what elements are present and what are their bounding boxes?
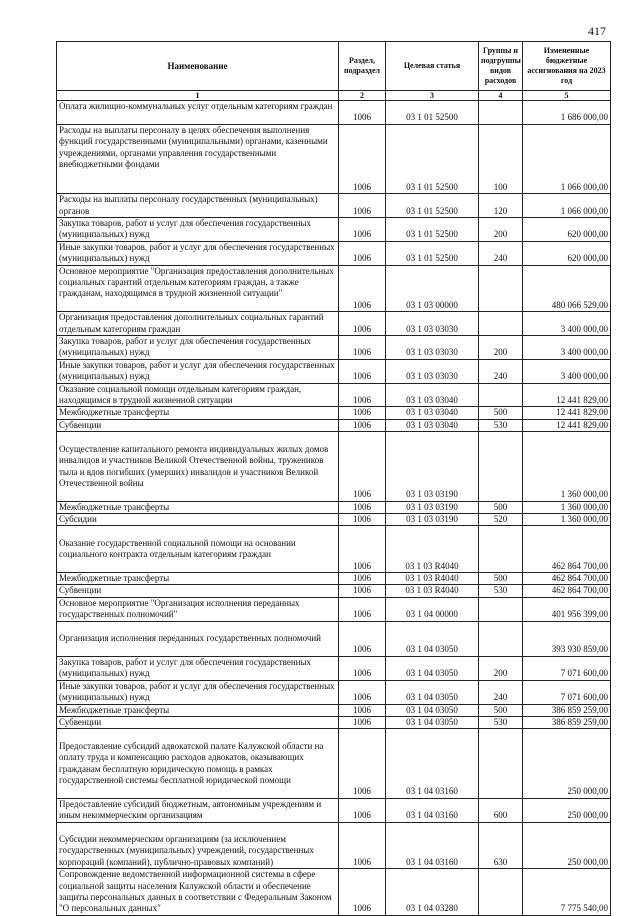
row-section: 1006 xyxy=(339,597,386,621)
row-target: 03 1 03 03030 xyxy=(386,336,479,360)
row-amount: 7 071 600,00 xyxy=(523,680,611,704)
row-name xyxy=(57,822,339,869)
table-row xyxy=(57,716,611,728)
row-target: 03 1 03 R4040 xyxy=(386,585,479,597)
row-name: Оплата жилищно-коммунальных услуг отдельным категориям граждан xyxy=(57,101,339,125)
row-group: 530 xyxy=(479,716,523,728)
row-target: 03 1 04 03280 xyxy=(386,869,479,916)
row-name: Иные закупки товаров, работ и услуг для обеспечения государственных (муниципальных) нужд xyxy=(57,241,339,265)
table-row xyxy=(57,359,611,383)
row-amount: 462 864 700,00 xyxy=(523,526,611,573)
row-group xyxy=(479,312,523,336)
row-section: 1006 xyxy=(339,265,386,312)
row-amount: 462 864 700,00 xyxy=(523,573,611,585)
row-amount: 7 775 540,00 xyxy=(523,869,611,916)
row-name: Организация предоставления дополнительных социальных гарантий отдельным категориям граждан xyxy=(57,312,339,336)
table-row xyxy=(57,501,611,513)
page-number: 417 xyxy=(588,24,606,38)
row-target: 03 1 03 03030 xyxy=(386,312,479,336)
row-group: 500 xyxy=(479,573,523,585)
table-row xyxy=(57,407,611,419)
row-group xyxy=(479,101,523,125)
row-amount: 401 956 399,00 xyxy=(523,597,611,621)
row-section: 1006 xyxy=(339,621,386,656)
row-target: 03 1 03 03040 xyxy=(386,383,479,407)
row-name: Субвенции xyxy=(57,419,339,431)
row-section: 1006 xyxy=(339,336,386,360)
row-section: 1006 xyxy=(339,194,386,218)
table-row xyxy=(57,822,611,869)
row-group: 240 xyxy=(479,680,523,704)
row-target: 03 1 04 03050 xyxy=(386,680,479,704)
row-target: 03 1 04 03160 xyxy=(386,798,479,822)
row-group xyxy=(479,526,523,573)
row-section: 1006 xyxy=(339,822,386,869)
header-section: Раздел, подраздел xyxy=(339,42,386,91)
row-name: Расходы на выплаты персоналу в целях обеспечения выполнения функций государственными (муниципальными) органами, казенными учреждениями, органами управления государственными внебюджетными фондами xyxy=(57,124,339,193)
table-row xyxy=(57,432,611,501)
row-amount: 3 400 000,00 xyxy=(523,359,611,383)
row-amount: 3 400 000,00 xyxy=(523,336,611,360)
row-group: 500 xyxy=(479,407,523,419)
row-name-text: Предоставление субсидий адвокатской палате Калужской области на оплату труда и компенсацию расходов адвокатов, оказывающих гражданам бесплатную юридическую помощь в рамках государственной системы бесплатной юридической помощи xyxy=(59,740,324,785)
row-name: Субвенции xyxy=(57,585,339,597)
column-number: 4 xyxy=(479,91,523,101)
row-target: 03 1 03 03040 xyxy=(386,419,479,431)
row-group: 500 xyxy=(479,704,523,716)
row-amount: 1 360 000,00 xyxy=(523,501,611,513)
table-row xyxy=(57,869,611,916)
row-target: 03 1 04 03050 xyxy=(386,621,479,656)
table-row xyxy=(57,218,611,242)
row-group xyxy=(479,869,523,916)
row-group xyxy=(479,597,523,621)
row-amount: 3 400 000,00 xyxy=(523,312,611,336)
row-section: 1006 xyxy=(339,656,386,680)
table-row xyxy=(57,241,611,265)
row-section: 1006 xyxy=(339,869,386,916)
row-amount: 12 441 829,00 xyxy=(523,407,611,419)
row-name: Иные закупки товаров, работ и услуг для обеспечения государственных (муниципальных) нужд xyxy=(57,680,339,704)
row-section: 1006 xyxy=(339,419,386,431)
table-row xyxy=(57,383,611,407)
row-target: 03 1 04 00000 xyxy=(386,597,479,621)
table-row xyxy=(57,621,611,656)
header-group: Группы и подгруппы видов расходов xyxy=(479,42,523,91)
row-section: 1006 xyxy=(339,218,386,242)
row-amount: 620 000,00 xyxy=(523,218,611,242)
column-number: 1 xyxy=(57,91,339,101)
row-section: 1006 xyxy=(339,704,386,716)
row-target: 03 1 03 03040 xyxy=(386,407,479,419)
row-group xyxy=(479,432,523,501)
row-group xyxy=(479,383,523,407)
row-name: Субсидии xyxy=(57,514,339,526)
row-name: Основное мероприятие "Организация исполнения переданных государственных полномочий" xyxy=(57,597,339,621)
table-row xyxy=(57,419,611,431)
table-row xyxy=(57,514,611,526)
row-target: 03 1 04 03050 xyxy=(386,704,479,716)
row-amount: 12 441 829,00 xyxy=(523,419,611,431)
table-row xyxy=(57,656,611,680)
row-name: Сопровождение ведомственной информационной системы в сфере социальной защиты населения Калужской области и обеспечение защиты персональных данных в соответствии с Федеральным Законом "О персональных данных" xyxy=(57,869,339,916)
table-row xyxy=(57,526,611,573)
row-amount: 386 859 259,00 xyxy=(523,704,611,716)
row-name xyxy=(57,621,339,656)
row-group xyxy=(479,621,523,656)
row-group: 530 xyxy=(479,419,523,431)
row-name: Закупка товаров, работ и услуг для обеспечения государственных (муниципальных) нужд xyxy=(57,336,339,360)
row-section: 1006 xyxy=(339,680,386,704)
row-name-text: Субсидии некоммерческим организациям (за исключением государственных (муниципальных) учреждений, государственных корпораций (компаний), публично-правовых компаний) xyxy=(59,833,314,867)
row-section: 1006 xyxy=(339,716,386,728)
header-amount: Измененные бюджетные ассигнования на 2023 год xyxy=(523,42,611,91)
row-name: Иные закупки товаров, работ и услуг для обеспечения государственных (муниципальных) нужд xyxy=(57,359,339,383)
table-row xyxy=(57,729,611,798)
row-amount: 1 066 000,00 xyxy=(523,124,611,193)
row-name: Закупка товаров, работ и услуг для обеспечения государственных (муниципальных) нужд xyxy=(57,218,339,242)
row-section: 1006 xyxy=(339,526,386,573)
column-number: 5 xyxy=(523,91,611,101)
row-name: Субвенции xyxy=(57,716,339,728)
row-amount: 386 859 259,00 xyxy=(523,716,611,728)
row-amount: 480 066 529,00 xyxy=(523,265,611,312)
row-group: 200 xyxy=(479,656,523,680)
row-amount: 393 930 859,00 xyxy=(523,621,611,656)
row-target: 03 1 01 52500 xyxy=(386,218,479,242)
row-name-text: Оказание государственной социальной помощи на основании социального контракта отдельным категориям граждан xyxy=(59,537,296,560)
row-section: 1006 xyxy=(339,501,386,513)
row-target: 03 1 01 52500 xyxy=(386,241,479,265)
row-target: 03 1 03 03190 xyxy=(386,432,479,501)
table-row xyxy=(57,585,611,597)
row-section: 1006 xyxy=(339,101,386,125)
table-row xyxy=(57,573,611,585)
row-group xyxy=(479,265,523,312)
row-target: 03 1 03 03190 xyxy=(386,501,479,513)
row-target: 03 1 01 52500 xyxy=(386,194,479,218)
table-row xyxy=(57,101,611,125)
row-amount: 12 441 829,00 xyxy=(523,383,611,407)
row-section: 1006 xyxy=(339,585,386,597)
row-name: Межбюджетные трансферты xyxy=(57,407,339,419)
row-target: 03 1 04 03050 xyxy=(386,656,479,680)
row-section: 1006 xyxy=(339,383,386,407)
row-target: 03 1 03 00000 xyxy=(386,265,479,312)
row-target: 03 1 03 R4040 xyxy=(386,573,479,585)
column-number-row xyxy=(57,91,611,101)
column-number: 3 xyxy=(386,91,479,101)
row-section: 1006 xyxy=(339,407,386,419)
budget-table xyxy=(56,41,611,916)
row-group: 500 xyxy=(479,501,523,513)
row-group xyxy=(479,729,523,798)
row-name: Межбюджетные трансферты xyxy=(57,501,339,513)
table-row xyxy=(57,336,611,360)
row-amount: 250 000,00 xyxy=(523,729,611,798)
table-row xyxy=(57,194,611,218)
row-amount: 620 000,00 xyxy=(523,241,611,265)
row-name: Предоставление субсидий бюджетным, автономным учреждениям и иным некоммерческим организациям xyxy=(57,798,339,822)
row-target: 03 1 04 03050 xyxy=(386,716,479,728)
header-name: Наименование xyxy=(57,42,339,91)
row-name: Закупка товаров, работ и услуг для обеспечения государственных (муниципальных) нужд xyxy=(57,656,339,680)
row-group: 100 xyxy=(479,124,523,193)
row-group: 630 xyxy=(479,822,523,869)
header-row xyxy=(57,42,611,91)
row-name: Межбюджетные трансферты xyxy=(57,573,339,585)
row-group: 600 xyxy=(479,798,523,822)
table-row xyxy=(57,798,611,822)
row-amount: 250 000,00 xyxy=(523,822,611,869)
table-row xyxy=(57,124,611,193)
row-name-text: Осуществление капитального ремонта индивидуальных жилых домов инвалидов и участников Великой Отечественной войны, тружеников тыла и вдов погибших (умерших) инвалидов и участников Великой Отечественной войны xyxy=(59,443,329,488)
table-row xyxy=(57,597,611,621)
table-row xyxy=(57,312,611,336)
row-target: 03 1 04 03160 xyxy=(386,729,479,798)
row-section: 1006 xyxy=(339,573,386,585)
row-group: 200 xyxy=(479,218,523,242)
row-section: 1006 xyxy=(339,312,386,336)
row-target: 03 1 01 52500 xyxy=(386,124,479,193)
row-group: 530 xyxy=(479,585,523,597)
row-amount: 1 686 000,00 xyxy=(523,101,611,125)
row-name xyxy=(57,432,339,501)
row-name: Межбюджетные трансферты xyxy=(57,704,339,716)
row-amount: 250 000,00 xyxy=(523,798,611,822)
row-group: 520 xyxy=(479,514,523,526)
row-target: 03 1 04 03160 xyxy=(386,822,479,869)
row-target: 03 1 03 03190 xyxy=(386,514,479,526)
row-group: 120 xyxy=(479,194,523,218)
row-amount: 1 066 000,00 xyxy=(523,194,611,218)
row-name: Основное мероприятие "Организация предоставления дополнительных социальных гарантий отдельным категориям граждан, а также гражданам, находящимся в трудной жизненной ситуации" xyxy=(57,265,339,312)
header-target: Целевая статья xyxy=(386,42,479,91)
row-section: 1006 xyxy=(339,124,386,193)
table-row xyxy=(57,704,611,716)
row-amount: 462 864 700,00 xyxy=(523,585,611,597)
row-name-text: Организация исполнения переданных государственных полномочий xyxy=(59,633,321,644)
row-section: 1006 xyxy=(339,359,386,383)
row-amount: 7 071 600,00 xyxy=(523,656,611,680)
row-section: 1006 xyxy=(339,514,386,526)
row-group: 240 xyxy=(479,359,523,383)
row-amount: 1 360 000,00 xyxy=(523,514,611,526)
row-name: Расходы на выплаты персоналу государственных (муниципальных) органов xyxy=(57,194,339,218)
row-section: 1006 xyxy=(339,432,386,501)
row-name xyxy=(57,526,339,573)
row-target: 03 1 01 52500 xyxy=(386,101,479,125)
table-row xyxy=(57,680,611,704)
row-group: 240 xyxy=(479,241,523,265)
row-amount: 1 360 000,00 xyxy=(523,432,611,501)
column-number: 2 xyxy=(339,91,386,101)
row-name xyxy=(57,729,339,798)
row-group: 200 xyxy=(479,336,523,360)
row-target: 03 1 03 R4040 xyxy=(386,526,479,573)
row-section: 1006 xyxy=(339,729,386,798)
table-row xyxy=(57,265,611,312)
row-section: 1006 xyxy=(339,798,386,822)
row-target: 03 1 03 03030 xyxy=(386,359,479,383)
row-name: Оказание социальной помощи отдельным категориям граждан, находящимся в трудной жизненной ситуации xyxy=(57,383,339,407)
row-section: 1006 xyxy=(339,241,386,265)
